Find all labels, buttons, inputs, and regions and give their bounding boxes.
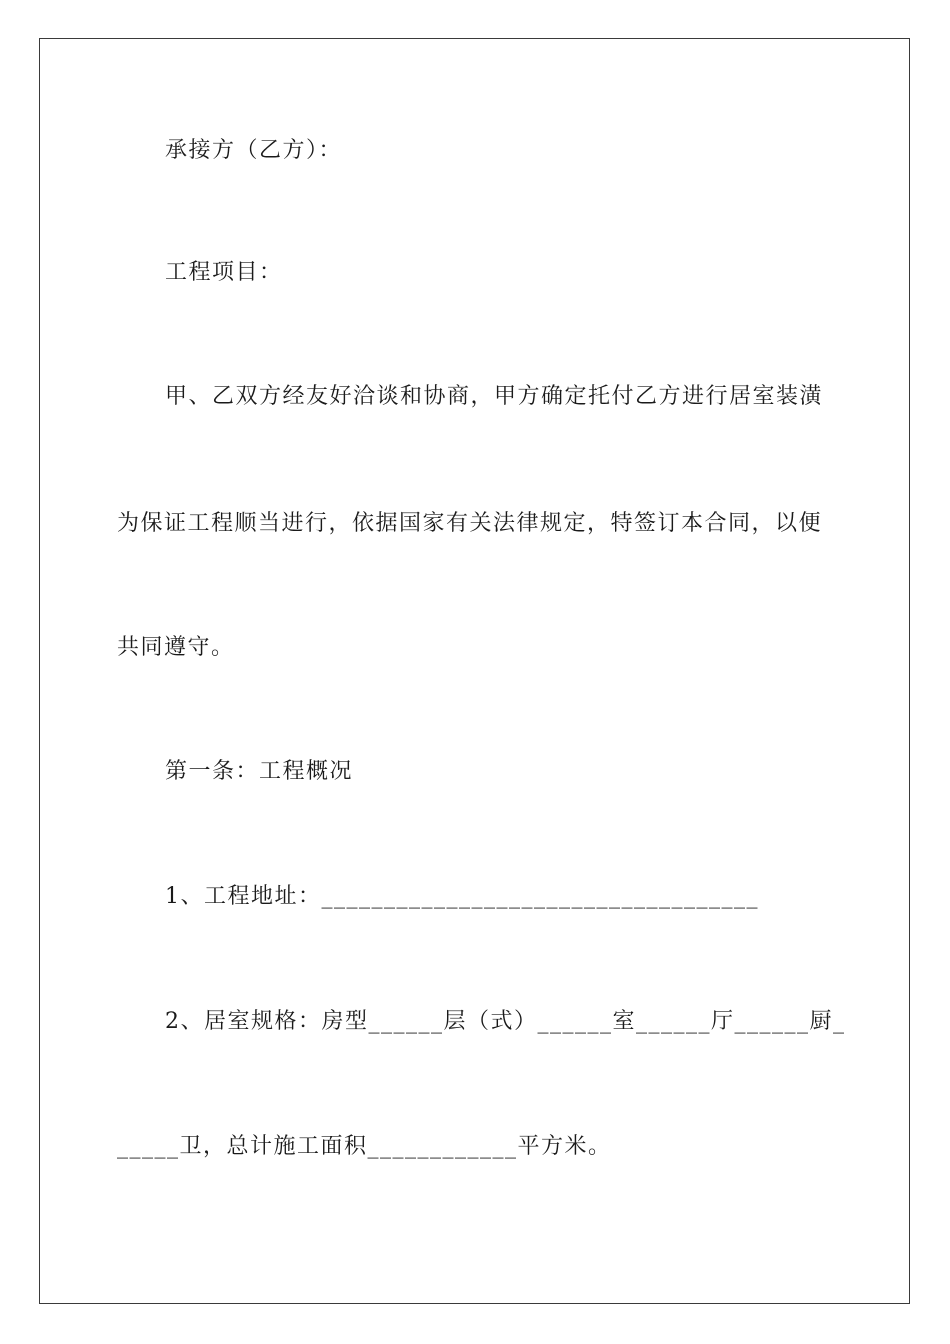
contractor-party-b-label: 承接方（乙方）： bbox=[165, 138, 343, 163]
room-spec-line-2: _____卫，总计施工面积____________平方米。 bbox=[117, 1134, 612, 1159]
room-spec-line-1: 2、居室规格：房型______层（式）______室______厅______厨_ bbox=[165, 1009, 846, 1034]
preamble-line-2: 为保证工程顺当进行，依据国家有关法律规定，特签订本合同，以便 bbox=[117, 511, 823, 536]
article-one-heading: 第一条：工程概况 bbox=[165, 759, 354, 784]
preamble-line-1: 甲、乙双方经友好洽谈和协商，甲方确定托付乙方进行居室装潢 bbox=[165, 384, 824, 409]
page-border bbox=[39, 38, 910, 1304]
project-item-label: 工程项目： bbox=[165, 260, 283, 285]
project-address-field: 1、工程地址：___________________________________ bbox=[165, 884, 759, 909]
preamble-line-3: 共同遵守。 bbox=[117, 635, 235, 660]
